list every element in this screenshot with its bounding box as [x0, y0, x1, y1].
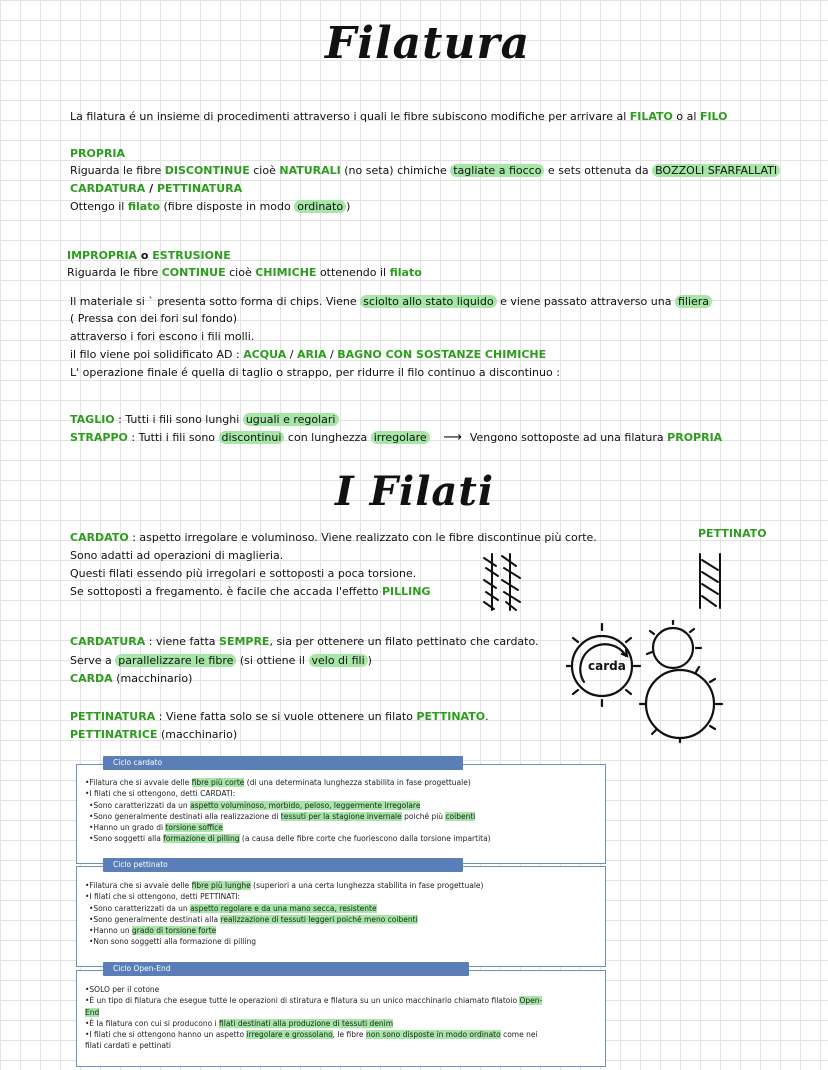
pettinato-yarn-illustration — [694, 552, 728, 610]
pettinatura-line2 — [70, 727, 237, 743]
text: ) — [367, 654, 372, 667]
impropria-p3: attraverso i fori escono i fili molli. — [70, 330, 255, 343]
text: (fibre disposte in modo — [160, 200, 295, 213]
ciclo-cardato-title: Ciclo cardato — [103, 756, 463, 770]
intro-filato: FILATO — [629, 110, 673, 123]
text: o — [137, 249, 153, 262]
box-line: •Sono soggetti alla formazione di pilling (a causa delle fibre corte che fuoriescono dalla torsione impartita) — [89, 834, 491, 844]
text: : Tutti i fili sono lunghi — [114, 413, 243, 426]
cardatura-line2 — [70, 653, 372, 669]
keyword-bagno: BAGNO CON SOSTANZE CHIMICHE — [337, 348, 547, 361]
keyword-carda: CARDA — [70, 672, 113, 685]
text: Riguarda le fibre — [70, 164, 165, 177]
text: : viene fatta — [145, 635, 220, 648]
intro-text: La filatura é un insieme di procedimenti attraverso i quali le fibre subiscono modifiche per arrivare al — [70, 110, 630, 123]
impropria-heading — [67, 248, 231, 264]
keyword-chimiche: CHIMICHE — [255, 266, 317, 279]
box-line: •Sono caratterizzati da un aspetto voluminoso, morbido, peloso, leggermente irregolare — [89, 800, 421, 810]
text: ) — [346, 200, 351, 213]
keyword-strappo: STRAPPO — [70, 431, 128, 444]
cardatura-line1 — [70, 634, 539, 650]
ciclo-cardato-box — [76, 764, 606, 864]
ciclo-pettinato-title: Ciclo pettinato — [103, 858, 463, 872]
taglio-line — [70, 412, 339, 428]
text: cioè — [225, 266, 256, 279]
strappo-line — [70, 430, 722, 446]
cardato-line3: Questi filati essendo più irregolari e sottoposti a poca torsione. — [70, 567, 417, 580]
impropria-p2: ( Pressa con dei fori sul fondo) — [70, 312, 238, 325]
box-line: •I filati che si ottengono, detti PETTINATI: — [85, 892, 241, 902]
text: . — [485, 710, 489, 723]
impropria-p4 — [70, 347, 546, 363]
box-line: filati cardati e pettinati — [85, 1041, 171, 1051]
box-line: •Filatura che si avvale delle fibre più lunghe (superiori a una certa lunghezza stabilita in fase progettuale) — [85, 881, 484, 890]
impropria-p5: L' operazione finale é quella di taglio o strappo, per ridurre il filo continuo a discontinuo : — [70, 366, 560, 379]
text: con lunghezza — [284, 431, 371, 444]
box-line: •Sono generalmente destinati alla realizzazione di tessuti per la stagione invernale poiché più coibenti — [89, 811, 476, 821]
carda-machine-illustration — [566, 620, 728, 744]
keyword-impropria: IMPROPRIA — [67, 249, 138, 262]
highlight-sciolto: sciolto allo stato liquido — [360, 295, 496, 308]
keyword-pettinatura: PETTINATURA — [156, 182, 243, 195]
text: Ottengo il — [70, 200, 128, 213]
text: Se sottoposti a fregamento. è facile che accada l'effetto — [70, 585, 382, 598]
text: Il materiale si ` presenta sotto forma di chips. Viene — [70, 295, 361, 308]
box-line: •SOLO per il cotone — [85, 985, 160, 994]
keyword-cardatura: CARDATURA — [70, 182, 146, 195]
box-line: •Hanno un grado di torsione forte — [89, 926, 217, 936]
highlight-uguali: uguali e regolari — [243, 413, 339, 426]
box-line: End — [85, 1007, 100, 1017]
intro-filo: FILO — [699, 110, 728, 123]
cardato-line4 — [70, 584, 431, 600]
carda-gear-label: carda — [588, 659, 626, 673]
propria-heading: PROPRIA — [70, 147, 126, 160]
ciclo-openend-box — [76, 970, 606, 1067]
keyword-discontinue: DISCONTINUE — [164, 164, 250, 177]
text: Vengono sottoposte ad una filatura — [469, 431, 668, 444]
text: : Tutti i fili sono — [127, 431, 219, 444]
text: : aspetto irregolare e voluminoso. Viene realizzato con le fibre discontinue più corte. — [128, 531, 597, 544]
text: (macchinario) — [112, 672, 193, 685]
separator: / — [286, 348, 297, 361]
text: , sia per ottenere un filato pettinato che cardato. — [269, 635, 539, 648]
text: e viene passato attraverso una — [496, 295, 675, 308]
text: e sets ottenuta da — [544, 164, 653, 177]
text: (no seta) chimiche — [340, 164, 451, 177]
keyword-acqua: ACQUA — [243, 348, 287, 361]
highlight-filiera: filiera — [675, 295, 712, 308]
box-line: •I filati che si ottengono, detti CARDATI: — [85, 789, 236, 799]
keyword-propria: PROPRIA — [667, 431, 723, 444]
box-line: •Non sono soggetti alla formazione di pilling — [89, 937, 256, 947]
keyword-pilling: PILLING — [381, 585, 431, 598]
box-line: •È la filatura con cui si producono i filati destinati alla produzione di tessuti denim — [85, 1018, 394, 1028]
text: Riguarda le fibre — [67, 266, 162, 279]
text: : Viene fatta solo se si vuole ottenere un filato — [155, 710, 417, 723]
highlight-ordinato: ordinato — [294, 200, 346, 213]
text: (si ottiene il — [236, 654, 309, 667]
cardatura-line3 — [70, 671, 192, 687]
propria-line3 — [70, 199, 350, 215]
highlight-bozzoli: BOZZOLI SFARFALLATI — [652, 164, 780, 177]
highlight-discontinui: discontinui — [219, 431, 285, 444]
section-title: I Filati — [335, 468, 495, 515]
text: (macchinario) — [157, 728, 238, 741]
keyword-pettinatrice: PETTINATRICE — [70, 728, 158, 741]
box-line: •Filatura che si avvale delle fibre più corte (di una determinata lunghezza stabilita in fase progettuale) — [85, 778, 471, 787]
cardato-line2: Sono adatti ad operazioni di maglieria. — [70, 549, 284, 562]
keyword-pettinato: PETTINATO — [416, 710, 486, 723]
box-line: •Sono generalmente destinati alla realizzazione di tessuti leggeri poiché meno coibenti — [89, 914, 418, 924]
keyword-aria: ARIA — [296, 348, 327, 361]
highlight-velo: velo di fili — [309, 654, 368, 667]
text: cioè — [249, 164, 280, 177]
impropria-line1 — [67, 265, 422, 281]
separator: / — [145, 182, 157, 195]
ciclo-openend-title: Ciclo Open-End — [103, 962, 469, 976]
pettinato-label: PETTINATO — [698, 527, 767, 540]
keyword-cardatura: CARDATURA — [70, 635, 146, 648]
keyword-estrusione: ESTRUSIONE — [152, 249, 231, 262]
box-line: •I filati che si ottengono hanno un aspetto irregolare e grossolano, le fibre non sono disposte in modo ordinato come nei — [85, 1030, 538, 1040]
highlight-parallelizzare: parallelizzare le fibre — [115, 654, 236, 667]
box-line: •Sono caratterizzati da un aspetto regolare e da una mano secca, resistente — [89, 903, 377, 913]
keyword-cardato: CARDATO — [70, 531, 129, 544]
text: il filo viene poi solidificato AD : — [70, 348, 244, 361]
highlight-irregolare: irregolare — [371, 431, 430, 444]
box-line: •Hanno un grado di torsione soffice — [89, 823, 223, 833]
keyword-continue: CONTINUE — [161, 266, 226, 279]
keyword-pettinatura: PETTINATURA — [70, 710, 156, 723]
highlight-fiocco: tagliate a fiocco — [450, 164, 544, 177]
separator: / — [326, 348, 338, 361]
arrow-icon: ⟶ — [443, 430, 462, 445]
keyword-filato: filato — [127, 200, 161, 213]
ciclo-pettinato-box — [76, 866, 606, 967]
page-title: Filatura — [325, 18, 531, 69]
keyword-naturali: NATURALI — [279, 164, 341, 177]
keyword-sempre: SEMPRE — [219, 635, 270, 648]
propria-line1 — [70, 163, 780, 179]
box-line: •È un tipo di filatura che esegue tutte le operazioni di stiratura e filatura su un unico macchinario chiamato filatoio Open- — [85, 996, 543, 1006]
keyword-filato: filato — [389, 266, 422, 279]
intro-line — [70, 109, 728, 125]
intro-o: o al — [672, 110, 700, 123]
keyword-taglio: TAGLIO — [70, 413, 115, 426]
text: ottenendo il — [316, 266, 390, 279]
propria-line2 — [70, 181, 242, 197]
cardato-yarn-illustration — [480, 552, 526, 612]
impropria-p1 — [70, 294, 712, 310]
cardato-line1 — [70, 530, 597, 546]
text: Serve a — [70, 654, 116, 667]
pettinatura-line1 — [70, 709, 489, 725]
